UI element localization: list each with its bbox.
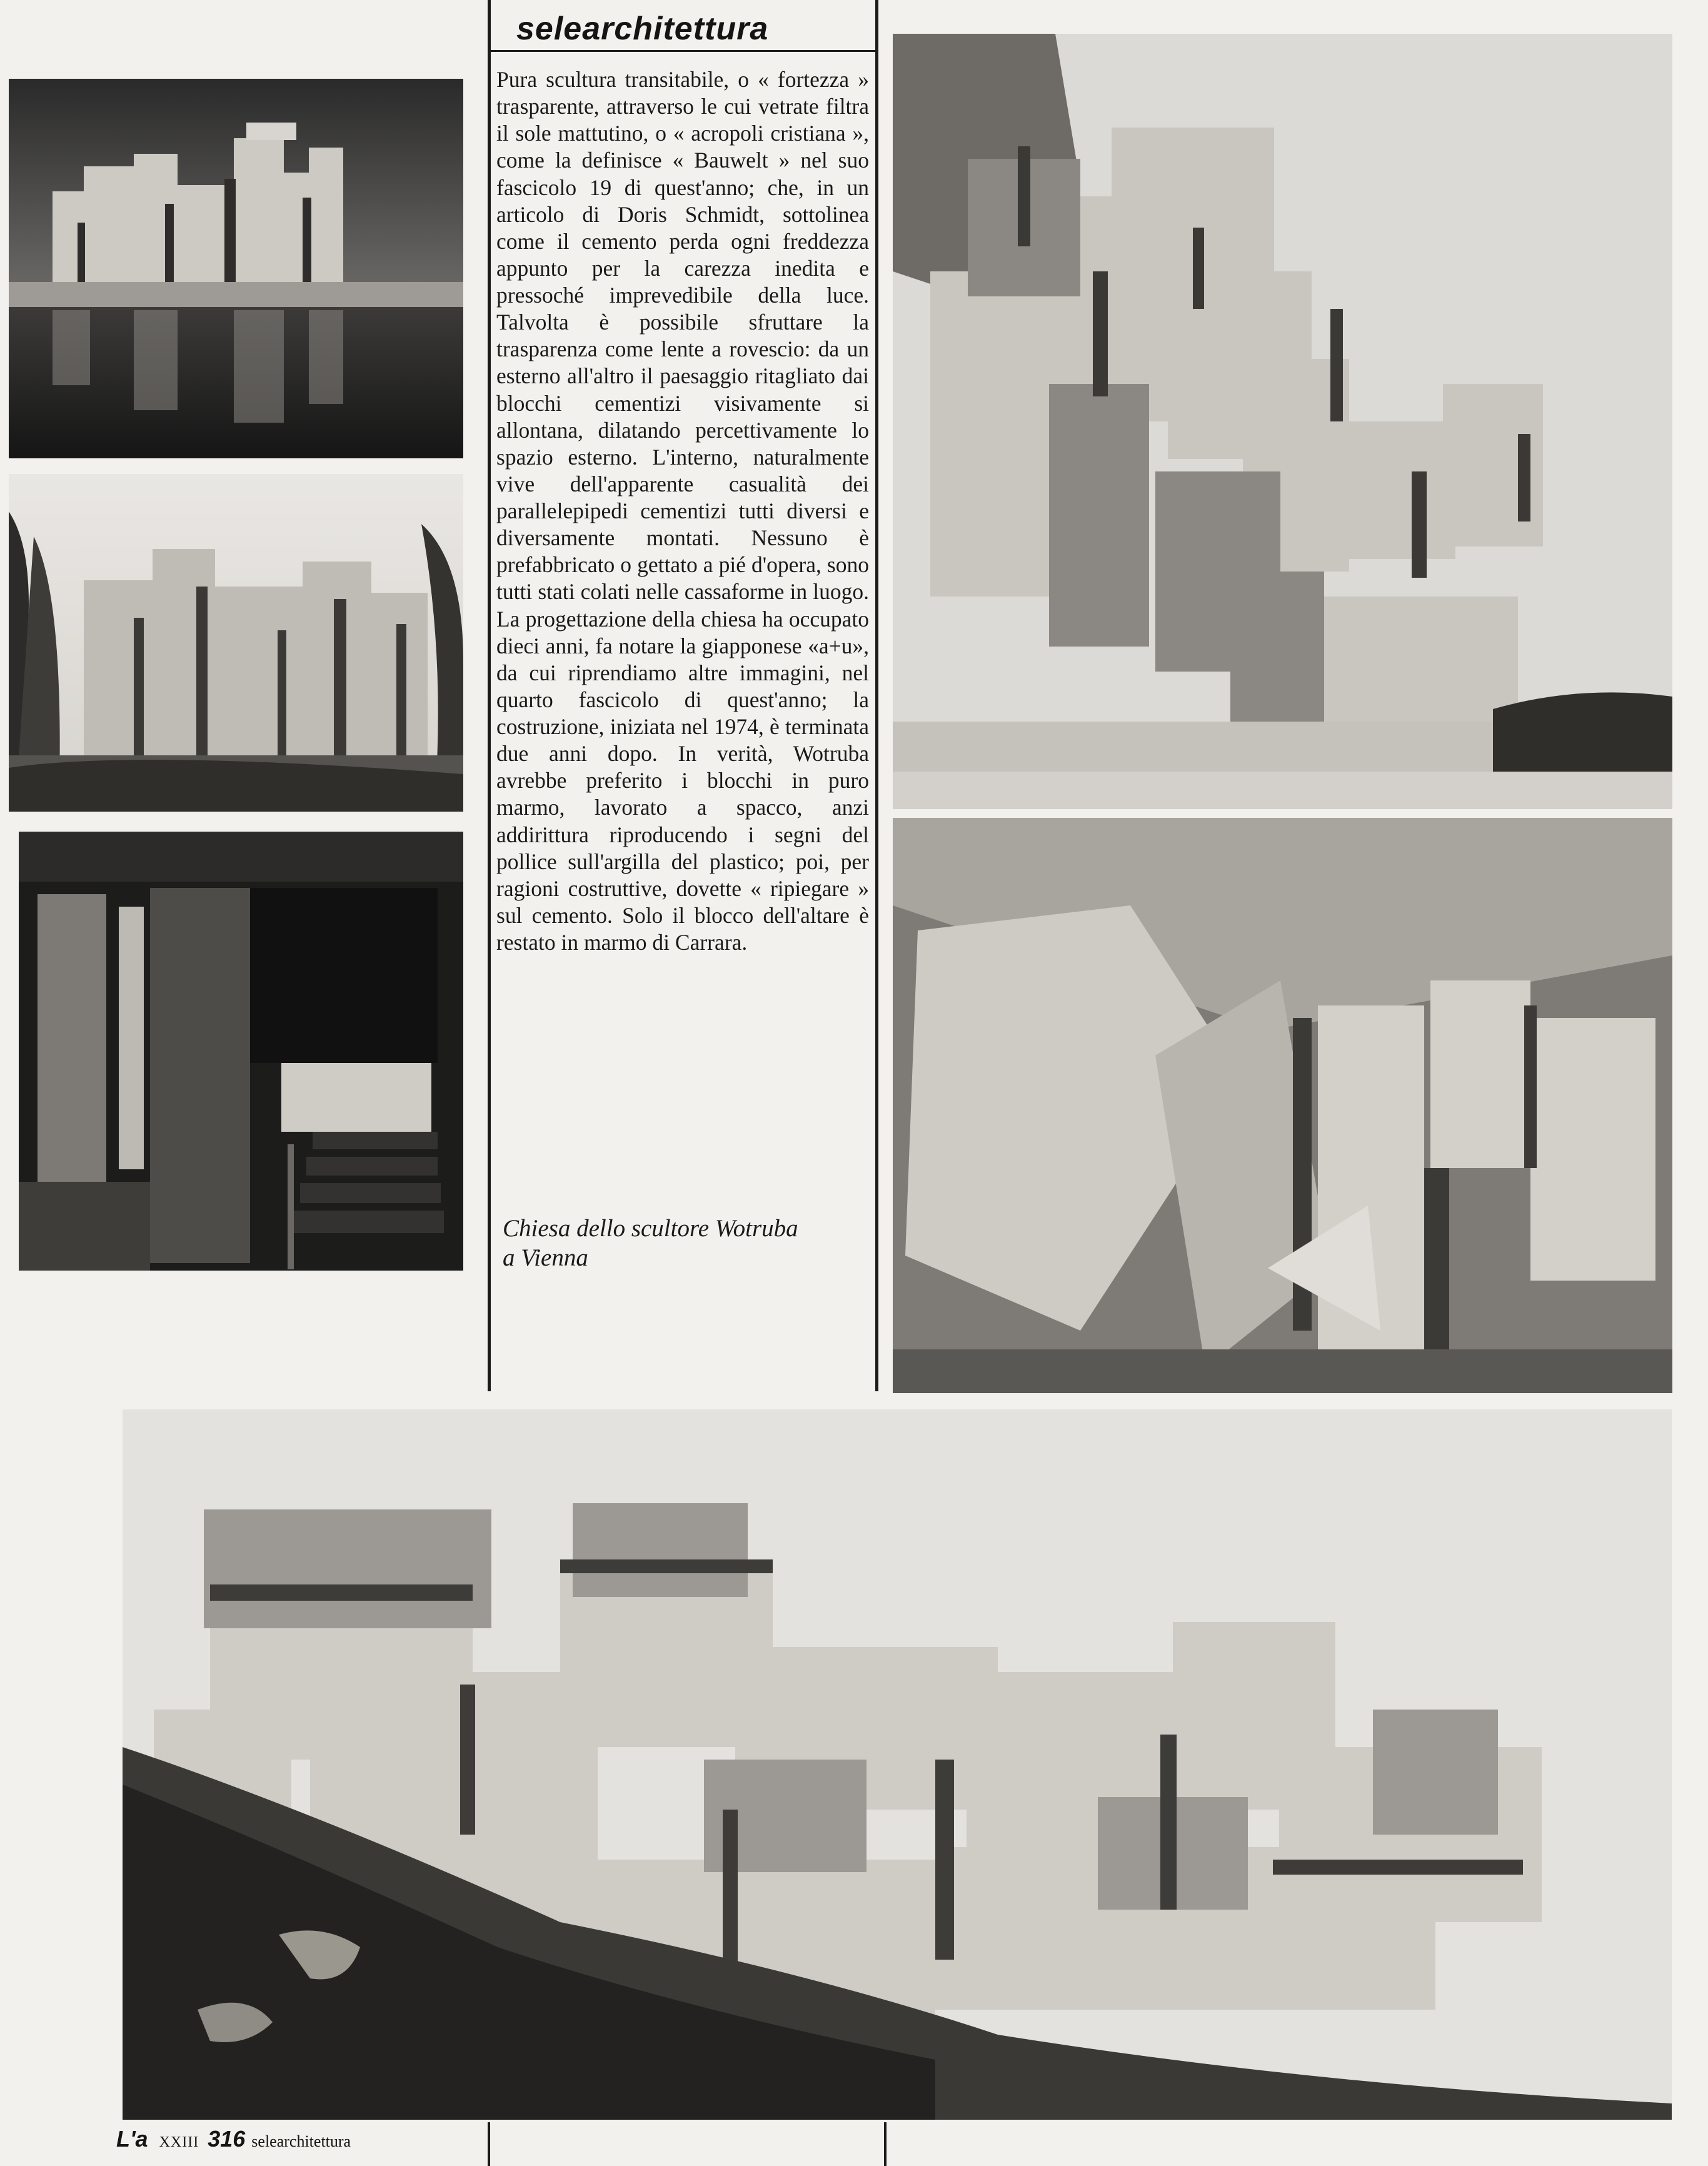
- photo-church-ceiling-blocks: [893, 818, 1672, 1393]
- article-body: Pura scultura transitabile, o « fortezza » trasparente, attraverso le cui vetrate filtra il sole mattutino, o « acropoli cristiana », come la definisce « Bauwelt » nel suo fascicolo 19 di quest'anno; che, in un articolo di Doris Schmidt, sottolinea come il cemento perda ogni freddezza appunto per la carezza inedita e pressoché imprevedibile della luce. Talvolta è possibile sfruttare la trasparenza come lente a rovescio: da un esterno all'altro il paesaggio ritagliato dai blocchi cementizi visivamente si allontana, dilatando percettivamente lo spazio esterno. L'interno, naturalmente vive dell'apparente casualità dei parallelepipedi cementizi tutti diversi e diversamente montati. Nessuno è prefabbricato o gettato a pié d'opera, sono tutti stati colati nelle cassaforme in luogo. La progettazione della chiesa ha occupato dieci anni, fa notare la giapponese «a+u», da cui riprendiamo altre immagini, nel quarto fascicolo di quest'anno; la costruzione, iniziata nel 1974, è terminata due anni dopo. In verità, Wotruba avrebbe preferito i blocchi in puro marmo, lavorato a spacco, anzi addirittura riproducendo i segni del pollice sull'argilla del plastico; poi, per ragioni costruttive, dovette « ripiegare » sul cemento. Solo il blocco dell'altare è restato in marmo di Carrara.: [496, 67, 869, 955]
- photo-church-blocks-low-angle: [893, 34, 1672, 809]
- caption-line-1: Chiesa dello scultore Wotruba: [503, 1215, 798, 1242]
- footer-magazine: L'a: [116, 2126, 148, 2152]
- photo-caption: [503, 1214, 869, 1273]
- footer-page-number: 316: [208, 2126, 246, 2152]
- caption-line-2: a Vienna: [503, 1244, 588, 1271]
- footer-volume: XXIII: [159, 2134, 199, 2150]
- photo-church-panorama: [123, 1409, 1672, 2120]
- column-divider-left: [488, 0, 491, 1391]
- footer-divider-left: [488, 2122, 490, 2166]
- header-underline: [491, 50, 875, 52]
- footer-divider-right: [884, 2122, 887, 2166]
- photo-church-exterior-trees: [9, 474, 463, 812]
- column-divider-right: [875, 0, 878, 1391]
- section-title: selearchitettura: [516, 11, 769, 47]
- photo-church-reflection: [9, 79, 463, 458]
- page-footer: [116, 2126, 351, 2152]
- photo-church-interior: [19, 832, 463, 1271]
- footer-section: selearchitettura: [251, 2132, 351, 2150]
